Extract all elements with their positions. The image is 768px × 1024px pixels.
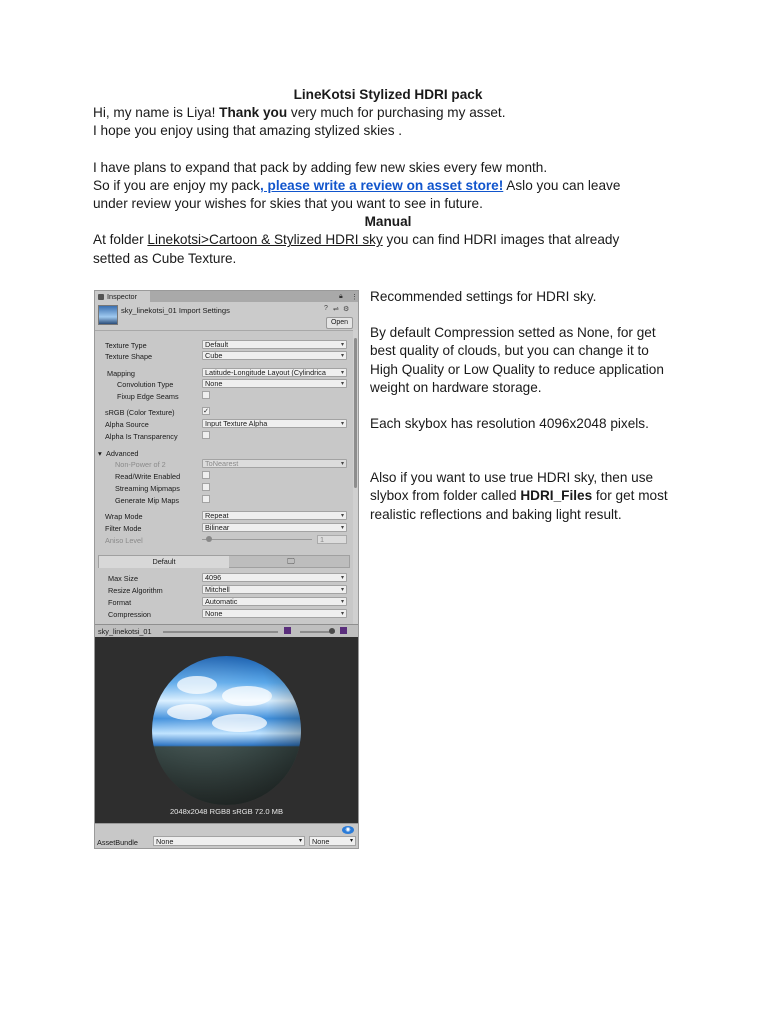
wrap-mode-row	[95, 511, 352, 522]
inspector-screenshot	[94, 290, 359, 849]
aniso-row	[95, 535, 352, 546]
folder-line	[93, 231, 683, 249]
filter-mode-row	[95, 523, 352, 534]
eye-icon[interactable]: ◉	[342, 826, 354, 834]
inspector-tab-label: Inspector	[107, 292, 138, 301]
dropdown-arrow-icon: ▾	[340, 461, 344, 467]
streaming-row	[95, 483, 352, 494]
folder-text-end: you can find HDRI images that already	[382, 232, 620, 248]
filter-mode-dropdown[interactable]	[202, 523, 347, 532]
max-size-value: 4096	[205, 573, 222, 582]
hdri-note-text: Also if you want to use true HDRI sky, then use slybox from folder called	[370, 470, 654, 504]
filter-mode-value: Bilinear	[205, 523, 230, 532]
resolution-note: Each skybox has resolution 4096x2048 pixels.	[370, 416, 649, 432]
dropdown-arrow-icon: ▾	[340, 353, 344, 359]
foldout-arrow-icon: ▾	[98, 449, 102, 458]
srgb-checkbox[interactable]: ✓	[203, 408, 209, 415]
inspector-scrollbar[interactable]	[353, 330, 358, 624]
wrap-mode-dropdown[interactable]	[202, 511, 347, 520]
intro-text-end: very much for purchasing my asset.	[287, 105, 506, 121]
assetbundle-name-value: None	[156, 837, 174, 846]
alpha-transparency-row	[95, 431, 352, 442]
folder-text: At folder	[93, 232, 148, 248]
info-icon	[98, 294, 104, 300]
assetbundle-label: AssetBundle	[97, 838, 138, 847]
format-dropdown[interactable]	[202, 597, 347, 606]
wrap-mode-value: Repeat	[205, 511, 229, 520]
genmips-label: Generate Mip Maps	[115, 496, 180, 505]
wishes-line: under review your wishes for skies that you want to see in future.	[93, 196, 483, 212]
dropdown-arrow-icon: ▾	[340, 587, 344, 593]
gear-icon[interactable]: ⚙	[343, 306, 350, 313]
texture-thumbnail	[98, 305, 118, 325]
recommended-line: Recommended settings for HDRI sky.	[370, 289, 597, 304]
texture-type-label: Texture Type	[105, 341, 147, 350]
srgb-label: sRGB (Color Texture)	[105, 408, 175, 417]
srgb-row	[95, 407, 352, 418]
plans-line: I have plans to expand that pack by adding few new skies every few month.	[93, 159, 548, 175]
readwrite-label: Read/Write Enabled	[115, 472, 181, 481]
resize-label: Resize Algorithm	[108, 586, 163, 595]
dropdown-arrow-icon: ▾	[340, 575, 344, 581]
open-button[interactable]: Open	[326, 317, 353, 329]
assetbundle-bar	[95, 823, 358, 849]
assetbundle-variant-dropdown[interactable]	[309, 836, 356, 846]
manual-heading: Manual	[364, 214, 412, 230]
review-line	[93, 177, 683, 195]
cube-texture-line: setted as Cube Texture.	[93, 250, 237, 266]
dropdown-arrow-icon: ▾	[340, 599, 344, 605]
mapping-row	[95, 368, 352, 379]
scrollbar-thumb[interactable]	[354, 338, 357, 488]
texture-preview[interactable]	[95, 637, 358, 823]
preset-icon[interactable]: ⇌	[333, 306, 339, 313]
platform-tabs	[98, 555, 350, 568]
alpha-transparency-checkbox[interactable]	[202, 431, 210, 439]
hdri-folder-name: HDRI_Files	[520, 488, 593, 504]
help-icon[interactable]: ?	[324, 305, 328, 312]
assetbundle-variant-value: None	[312, 837, 330, 846]
alpha-source-row	[95, 419, 352, 430]
dropdown-arrow-icon: ▾	[340, 611, 344, 617]
lock-icon[interactable]: 🔒︎	[339, 293, 343, 300]
format-label: Format	[108, 598, 132, 607]
compression-label: Compression	[108, 610, 151, 619]
sky-sphere-preview	[152, 656, 301, 805]
readwrite-row	[95, 471, 352, 482]
advanced-label: Advanced	[106, 449, 139, 458]
streaming-checkbox[interactable]	[202, 483, 210, 491]
preview-toolbar	[95, 624, 358, 637]
fixup-checkbox[interactable]	[202, 391, 210, 399]
platform-tab-default[interactable]: Default	[99, 556, 229, 568]
compression-dropdown[interactable]	[202, 609, 347, 618]
hdri-note-text-end: for get most realistic reflections and baking light result.	[370, 488, 668, 522]
convolution-row	[95, 379, 352, 390]
resize-value: Mitchell	[205, 585, 230, 594]
document-title: LineKotsi Stylized HDRI pack	[293, 87, 483, 102]
compression-note: By default Compression setted as None, for get best quality of clouds, but you can change it to High Quality or Low Quality to reduce application weight on hardware storage.	[370, 325, 664, 395]
intro-line	[93, 104, 683, 122]
aniso-value: 1	[317, 535, 347, 544]
genmips-row	[95, 495, 352, 506]
hope-line: I hope you enjoy using that amazing stylized skies .	[93, 123, 403, 139]
inspector-tab[interactable]	[95, 291, 150, 302]
npot-value: ToNearest	[205, 459, 239, 468]
texture-info: 2048x2048 RGB8 sRGB 72.0 MB	[169, 807, 284, 816]
texture-type-value: Default	[205, 340, 229, 349]
alpha-source-value: Input Texture Alpha	[205, 419, 268, 428]
inspector-header	[95, 302, 358, 331]
aniso-slider-track	[202, 539, 312, 540]
format-value: Automatic	[205, 597, 238, 606]
alpha-transparency-label: Alpha Is Transparency	[105, 432, 178, 441]
review-text-end: Aslo you can leave	[503, 177, 621, 193]
document-body	[93, 86, 683, 268]
folder-path: Linekotsi>Cartoon & Stylized HDRI sky	[147, 232, 383, 248]
texture-shape-row	[95, 351, 352, 362]
streaming-label: Streaming Mipmaps	[115, 484, 180, 493]
wrap-mode-label: Wrap Mode	[105, 512, 143, 521]
side-notes	[370, 288, 680, 524]
max-size-row	[95, 573, 352, 584]
format-row	[95, 597, 352, 608]
genmips-checkbox[interactable]	[202, 495, 210, 503]
fixup-label: Fixup Edge Seams	[117, 392, 179, 401]
dropdown-arrow-icon: ▾	[340, 513, 344, 519]
dropdown-arrow-icon: ▾	[298, 838, 302, 844]
menu-dots-icon[interactable]: ⋮	[351, 294, 358, 301]
hdri-files-note	[370, 469, 680, 524]
resize-row	[95, 585, 352, 596]
alpha-source-dropdown[interactable]	[202, 419, 347, 428]
compression-value: None	[205, 609, 223, 618]
inspector-tabbar	[95, 291, 358, 302]
texture-shape-dropdown[interactable]	[202, 351, 347, 360]
alpha-channel-icon[interactable]	[340, 627, 347, 634]
mapping-value: Latitude-Longitude Layout (Cylindrica	[205, 368, 326, 377]
texture-shape-label: Texture Shape	[105, 352, 153, 361]
aniso-label: Aniso Level	[105, 536, 143, 545]
texture-type-dropdown[interactable]	[202, 340, 347, 349]
dropdown-arrow-icon: ▾	[340, 381, 344, 387]
thank-you-text: Thank you	[219, 105, 288, 121]
alpha-source-label: Alpha Source	[105, 420, 149, 429]
dropdown-arrow-icon: ▾	[340, 525, 344, 531]
advanced-foldout[interactable]	[95, 448, 352, 459]
readwrite-checkbox[interactable]	[202, 471, 210, 479]
npot-row	[95, 459, 352, 470]
convolution-label: Convolution Type	[117, 380, 174, 389]
mapping-dropdown[interactable]	[202, 368, 347, 377]
review-text: So if you are enjoy my pack	[93, 177, 260, 193]
dropdown-arrow-icon: ▾	[340, 370, 344, 376]
mapping-label: Mapping	[107, 369, 135, 378]
exposure-slider-handle[interactable]	[329, 628, 335, 634]
import-settings-title: sky_linekotsi_01 Import Settings	[121, 306, 230, 315]
mip-slider[interactable]	[163, 631, 278, 633]
max-size-dropdown[interactable]	[202, 573, 347, 582]
sphere-shading	[152, 656, 301, 805]
assetbundle-name-dropdown[interactable]	[153, 836, 305, 846]
convolution-value: None	[205, 379, 223, 388]
preview-name: sky_linekotsi_01	[98, 627, 152, 636]
monitor-icon[interactable]: 🖵	[287, 557, 295, 566]
review-link[interactable]: , please write a review on asset store!	[259, 177, 504, 193]
compression-row	[95, 609, 352, 620]
dropdown-arrow-icon: ▾	[340, 421, 344, 427]
channel-icon[interactable]	[284, 627, 291, 634]
npot-label: Non-Power of 2	[115, 460, 166, 469]
dropdown-arrow-icon: ▾	[340, 342, 344, 348]
dropdown-arrow-icon: ▾	[349, 838, 353, 844]
resize-dropdown[interactable]	[202, 585, 347, 594]
convolution-dropdown[interactable]	[202, 379, 347, 388]
npot-dropdown	[202, 459, 347, 468]
texture-type-row	[95, 340, 352, 351]
fixup-row	[95, 391, 352, 402]
max-size-label: Max Size	[108, 574, 139, 583]
intro-text: Hi, my name is Liya!	[93, 105, 220, 121]
aniso-slider-handle	[206, 536, 212, 542]
filter-mode-label: Filter Mode	[105, 524, 142, 533]
texture-shape-value: Cube	[205, 351, 223, 360]
